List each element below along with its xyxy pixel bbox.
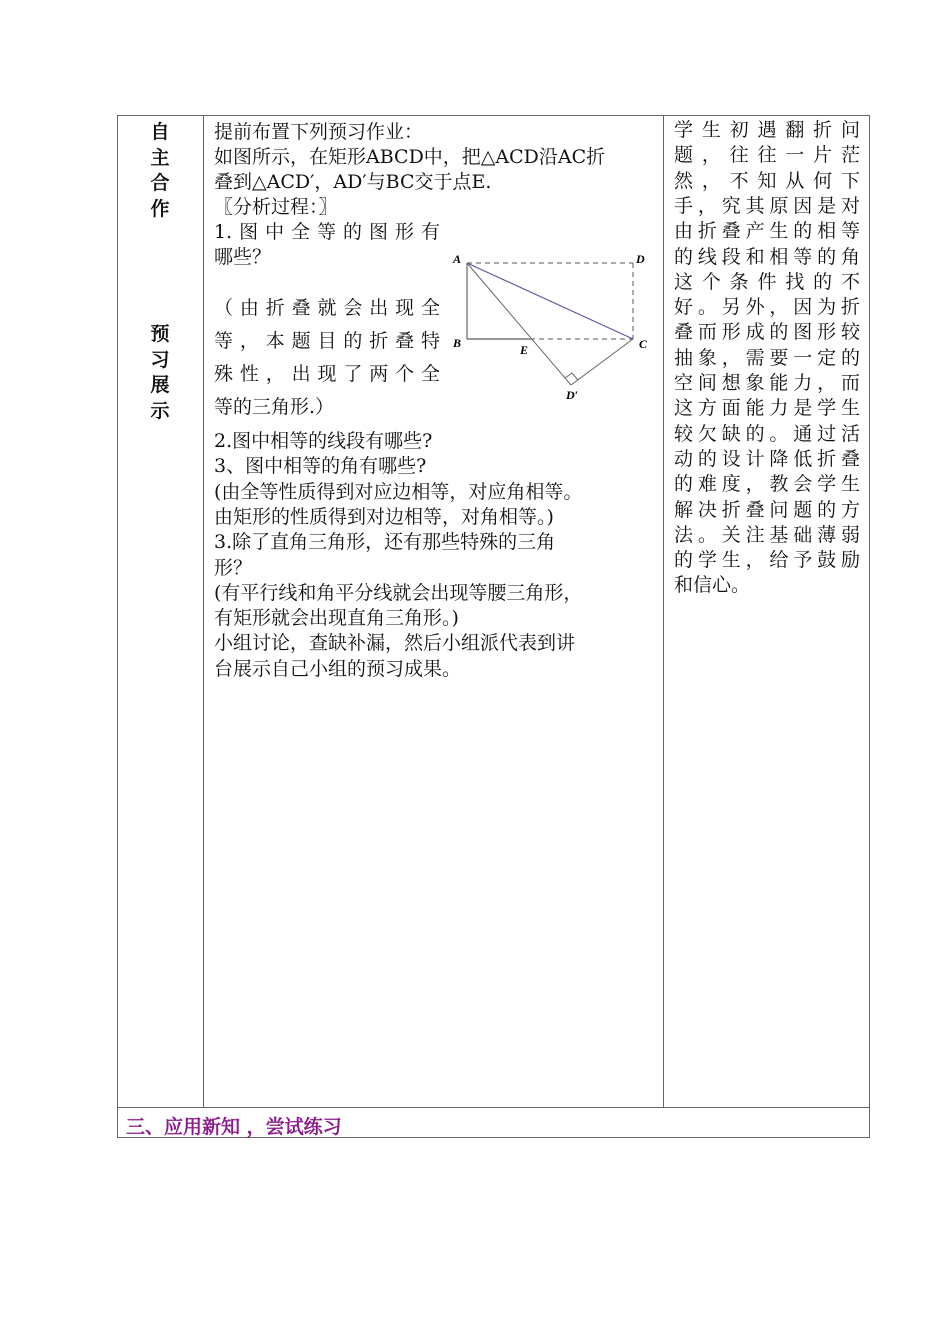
diagonal-AC <box>467 263 633 339</box>
column-divider <box>203 116 204 1108</box>
text-line: 形？ <box>214 556 253 579</box>
text-line: 有矩形就会出现直角三角形。) <box>214 607 459 630</box>
side-char: 展 <box>150 374 170 396</box>
text-line: 叠到△ACD′，AD′与BC交于点E. <box>214 171 492 193</box>
text-line: 由折叠产生的相等 <box>674 220 860 243</box>
text-line: 空间想象能力，而 <box>674 372 860 394</box>
right-angle-mark <box>565 373 578 380</box>
text-line: 的难度，教会学生 <box>674 473 860 496</box>
label-D: D <box>636 252 645 266</box>
text-line: 的学生，给予鼓励 <box>674 549 860 572</box>
text-line: 手，究其原因是对 <box>674 194 860 217</box>
text-line: 抽象，需要一定的 <box>674 346 860 369</box>
text-line: 哪些？ <box>214 246 272 268</box>
edge-DpC <box>571 339 633 385</box>
text-line: 学生初遇翻折问 <box>674 119 860 141</box>
side-char: 示 <box>150 399 170 422</box>
text-line: 小组讨论，查缺补漏，然后小组派代表到讲 <box>214 632 576 655</box>
text-line: 3、图中相等的角有哪些? <box>214 455 427 478</box>
text-line: 1.图中全等的图形有 <box>214 221 440 243</box>
text-line: 殊性，出现了两个全 <box>214 363 440 385</box>
edge-ADp <box>467 263 571 385</box>
text-line: 2.图中相等的线段有哪些? <box>214 430 433 452</box>
row-divider <box>118 1107 869 1108</box>
text-line: 叠而形成的图形较 <box>674 321 860 344</box>
text-line: 等的三角形.） <box>214 396 335 418</box>
text-line: 提前布置下列预习作业： <box>214 121 424 143</box>
label-B: B <box>453 336 462 350</box>
label-C: C <box>639 337 648 351</box>
text-line: 等，本题目的折叠特 <box>214 330 440 352</box>
side-char: 预 <box>150 323 170 345</box>
lesson-table <box>117 115 870 1138</box>
text-line: 台展示自己小组的预习成果。 <box>214 657 462 680</box>
text-line: 3.除了直角三角形，还有那些特殊的三角 <box>214 531 556 554</box>
text-line: (由全等性质得到对应边相等，对应角相等。 <box>214 480 583 503</box>
side-char: 习 <box>150 348 170 371</box>
text-line: 这方面能力是学生 <box>674 397 860 420</box>
side-char: 合 <box>150 172 170 194</box>
fold-diagram <box>443 246 673 406</box>
text-line: 动的设计降低折叠 <box>674 447 860 470</box>
text-line: 〖分析过程：〗 <box>214 196 338 218</box>
text-line: 好。另外，因为折 <box>674 296 860 319</box>
text-line: 如图所示，在矩形ABCD中，把△ACD沿AC折 <box>214 146 606 168</box>
text-line: （由折叠就会出现全 <box>214 297 440 319</box>
text-line: 解决折叠问题的方 <box>674 498 860 521</box>
text-line: 的线段和相等的角 <box>674 245 860 268</box>
text-line: 题，往往一片茫 <box>674 144 860 167</box>
text-line: 和信心。 <box>674 574 751 597</box>
text-line: 由矩形的性质得到对边相等，对角相等。) <box>214 505 554 528</box>
side-char: 自 <box>150 121 170 143</box>
side-char: 主 <box>150 146 170 169</box>
label-E: E <box>520 343 529 357</box>
text-line: 然，不知从何下 <box>674 169 860 192</box>
section-heading-apply: 三、应用新知 ，尝试练习 <box>126 1116 342 1138</box>
text-line: (有平行线和角平分线就会出现等腰三角形， <box>214 581 583 604</box>
side-char: 作 <box>150 197 170 220</box>
label-A: A <box>453 252 462 266</box>
text-line: 较欠缺的。通过活 <box>674 422 860 445</box>
text-line: 这个条件找的不 <box>674 270 860 293</box>
text-line: 法。关注基础薄弱 <box>674 523 860 546</box>
label-D-prime: D′ <box>566 388 579 402</box>
